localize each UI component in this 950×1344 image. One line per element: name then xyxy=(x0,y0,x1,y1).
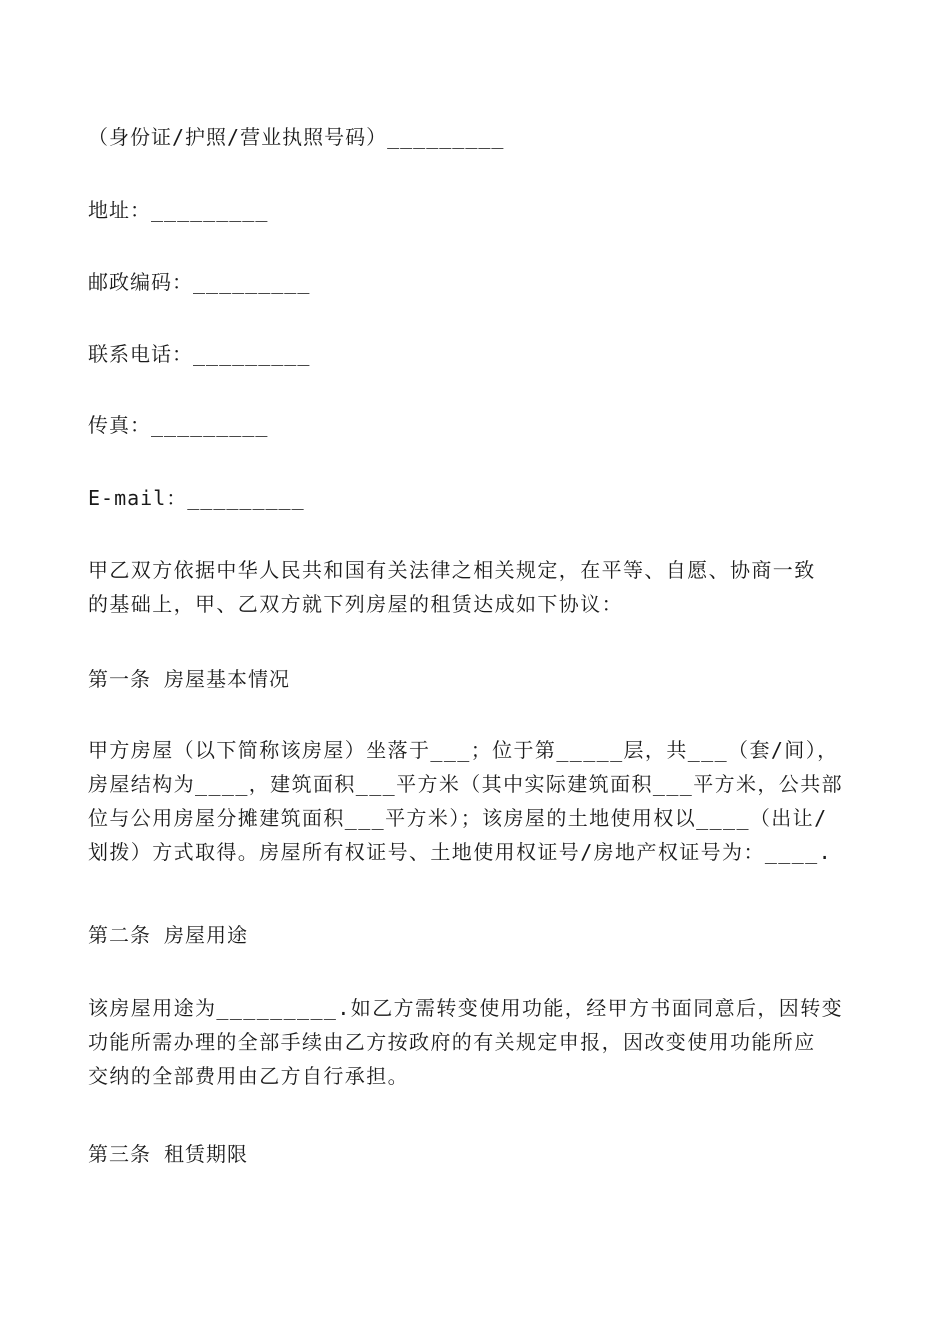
article2-line: 交纳的全部费用由乙方自行承担。 xyxy=(88,1064,409,1088)
postcode-line: 邮政编码：_________ xyxy=(88,270,311,294)
article3-heading: 第三条 租赁期限 xyxy=(88,1142,249,1166)
article1-line: 划拨）方式取得。房屋所有权证号、土地使用权证号/房地产权证号为：____. xyxy=(88,840,833,864)
article1-heading: 第一条 房屋基本情况 xyxy=(88,667,291,691)
article2-line: 该房屋用途为_________.如乙方需转变使用功能，经甲方书面同意后，因转变 xyxy=(88,996,844,1020)
id-number-line: （身份证/护照/营业执照号码）_________ xyxy=(88,125,505,149)
intro-paragraph xyxy=(88,553,868,621)
address-line: 地址：_________ xyxy=(88,198,269,222)
intro-line: 的基础上，甲、乙双方就下列房屋的租赁达成如下协议： xyxy=(88,592,623,616)
intro-line: 甲乙双方依据中华人民共和国有关法律之相关规定，在平等、自愿、协商一致 xyxy=(88,558,816,582)
article2-heading: 第二条 房屋用途 xyxy=(88,923,249,947)
article2-line: 功能所需办理的全部手续由乙方按政府的有关规定申报，因改变使用功能所应 xyxy=(88,1030,816,1054)
article1-line: 位与公用房屋分摊建筑面积___平方米）；该房屋的土地使用权以____（出让/ xyxy=(88,806,828,830)
article1-paragraph xyxy=(88,733,868,869)
email-line: E-mail：_________ xyxy=(88,486,305,510)
article1-line: 甲方房屋（以下简称该房屋）坐落于___；位于第_____层，共___（套/间）， xyxy=(88,738,839,762)
phone-line: 联系电话：_________ xyxy=(88,342,311,366)
fax-line: 传真：_________ xyxy=(88,413,269,437)
article1-line: 房屋结构为____，建筑面积___平方米（其中实际建筑面积___平方米，公共部 xyxy=(88,772,844,796)
article2-paragraph xyxy=(88,991,868,1093)
